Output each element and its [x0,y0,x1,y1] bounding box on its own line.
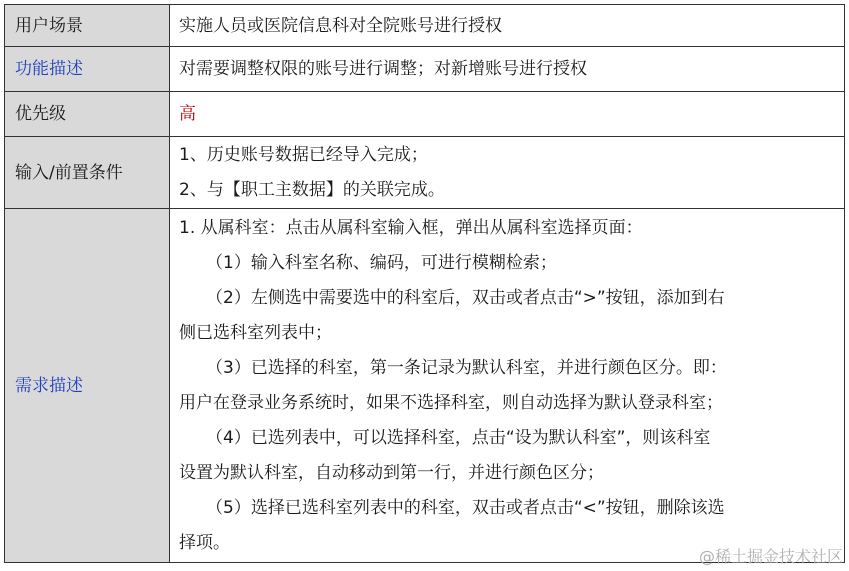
requirement-line-2: （1）输入科室名称、编码，可进行模糊检索； [206,252,557,273]
row-requirement [5,209,845,563]
requirement-line-4: 侧已选科室列表中； [179,322,332,343]
requirement-line-7: （4）已选列表中，可以选择科室，点击“设为默认科室”，则该科室 [206,427,711,448]
row-precondition [5,137,845,209]
requirement-line-6: 用户在登录业务系统时，如果不选择科室，则自动选择为默认登录科室； [179,392,723,413]
scenario-label: 用户场景 [5,5,170,47]
function-value: 对需要调整权限的账号进行调整；对新增账号进行授权 [170,47,845,92]
row-function [5,47,845,92]
precondition-label: 输入/前置条件 [5,137,170,209]
priority-value: 高 [170,92,845,137]
precondition-value [170,137,845,209]
requirement-line-10: 择项。 [179,532,230,553]
watermark: @稀土掘金技术社区 [698,547,843,566]
requirement-line-5: （3）已选择的科室，第一条记录为默认科室，并进行颜色区分。即： [206,357,727,378]
row-scenario [5,5,845,47]
requirement-value [170,209,845,563]
row-priority [5,92,845,137]
function-label: 功能描述 [5,47,170,92]
requirement-line-9: （5）选择已选科室列表中的科室，双击或者点击“<”按钮，删除该选 [206,497,725,518]
requirement-line-1: 1. 从属科室：点击从属科室输入框，弹出从属科室选择页面： [179,217,643,238]
priority-label: 优先级 [5,92,170,137]
requirement-label: 需求描述 [5,209,170,563]
precondition-line-2: 2、与【职工主数据】的关联完成。 [179,179,445,200]
precondition-line-1: 1、历史账号数据已经导入完成； [179,144,428,165]
requirement-line-8: 设置为默认科室，自动移动到第一行，并进行颜色区分； [179,462,604,483]
scenario-value: 实施人员或医院信息科对全院账号进行授权 [170,5,845,47]
requirements-table [4,4,845,563]
requirement-line-3: （2）左侧选中需要选中的科室后，双击或者点击“>”按钮，添加到右 [206,287,725,308]
